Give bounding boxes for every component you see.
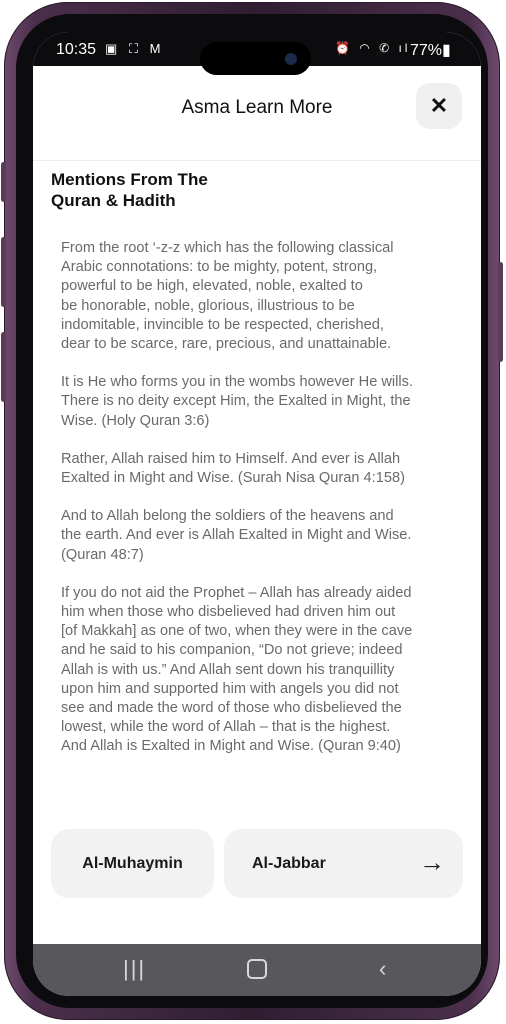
arrow-right-icon: → xyxy=(419,847,445,877)
phone-frame xyxy=(4,2,500,1020)
paragraph: And to Allah belong the soldiers of the heavens and the earth. And ever is Allah Exalted in Might and Wise. (Quran 48:7) xyxy=(61,508,412,563)
paragraph: It is He who forms you in the wombs however He wills. There is no deity except Him, the Exalted in Might, the Wise. (Holy Quran 3:6) xyxy=(61,374,413,429)
paragraph: Rather, Allah raised him to Himself. And ever is Allah Exalted in Might and Wise. (Surah Nisa Quran 4:158) xyxy=(61,450,405,487)
header xyxy=(33,66,481,161)
camera-notch xyxy=(200,42,311,75)
back-icon[interactable]: ‹ xyxy=(379,956,387,981)
side-button xyxy=(498,262,503,362)
battery-indicator: 77%▮ xyxy=(410,42,451,59)
next-name-button[interactable] xyxy=(224,829,463,898)
page-title: Asma Learn More xyxy=(181,97,333,118)
close-button[interactable] xyxy=(416,83,462,129)
body-text xyxy=(61,239,459,776)
previous-name-button[interactable] xyxy=(51,829,214,898)
home-icon[interactable] xyxy=(247,959,267,979)
paragraph: If you do not aid the Prophet – Allah has already aided him when those who disbelieved had driven him out [of Makkah] as one of two, when they were in the cave and he said to his companion, “Do not grieve; indeed Allah is with us.” And Allah sent down his tranquillity upon him and supported him with angels you did not see and made the word of those who disbelieved the lowest, while the word of Allah – that is the highest. And Allah is Exalted in Might and Wise. (Quran 9:40) xyxy=(61,584,413,755)
system-navigation-bar xyxy=(33,944,481,996)
close-icon: ✕ xyxy=(429,93,449,118)
system-status-icons: ⏰ ◠ ✆ ıl xyxy=(335,41,411,55)
previous-name-label: Al-Muhaymin xyxy=(82,854,183,872)
recents-icon[interactable]: ||| xyxy=(123,956,147,981)
paragraph: From the root ‘-z-z which has the following classical Arabic connotations: to be mighty, potent, strong, powerful to be high, elevated, noble, exalted to be honorable, noble, glorious, illustrious to be indomitable, invincible to be respected, cherished, dear to be scarce, rare, precious, and unattainable. xyxy=(61,240,394,353)
notification-icons: ▣ ⛶ M xyxy=(105,41,165,56)
screen xyxy=(33,32,481,996)
power-button xyxy=(1,332,6,402)
name-navigation xyxy=(51,829,463,898)
section-title: Mentions From The Quran & Hadith xyxy=(51,170,208,210)
content-area[interactable] xyxy=(33,161,481,821)
camera-icon xyxy=(285,53,297,65)
volume-button xyxy=(1,237,6,307)
next-name-label: Al-Jabbar xyxy=(252,854,326,872)
status-time: 10:35 xyxy=(56,41,97,58)
volume-button xyxy=(1,162,6,202)
